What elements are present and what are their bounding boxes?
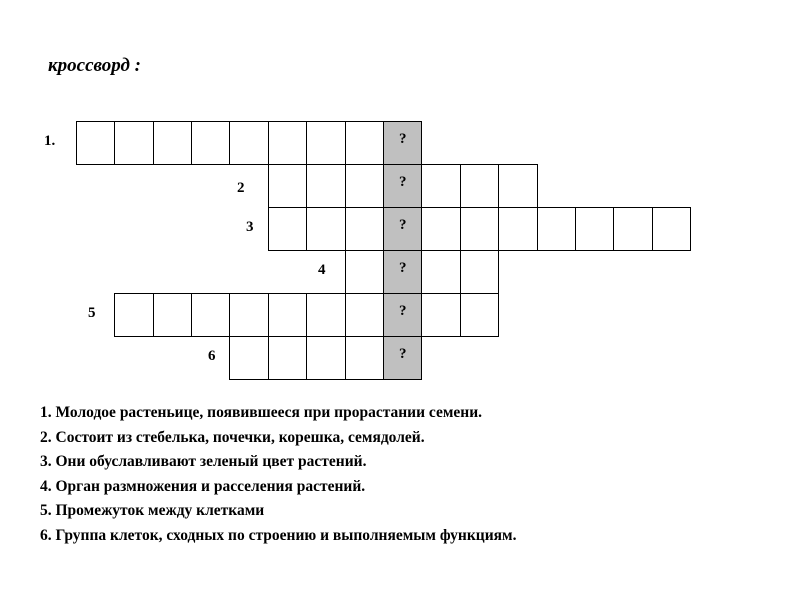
crossword-cell xyxy=(498,164,537,208)
crossword-cell xyxy=(345,164,384,208)
crossword-cell xyxy=(306,207,345,251)
key-cell: ? xyxy=(383,293,422,337)
crossword-cell xyxy=(191,121,230,165)
crossword-cell xyxy=(268,336,307,380)
clue-item: 1. Молодое растеньице, появившееся при прорастании семени. xyxy=(40,404,483,421)
crossword-cell xyxy=(421,293,460,337)
row-number: 5 xyxy=(88,305,96,321)
key-cell: ? xyxy=(383,121,422,165)
crossword-cell xyxy=(460,293,499,337)
crossword-cell xyxy=(229,293,268,337)
row-number: 3 xyxy=(246,219,254,235)
crossword-cell xyxy=(460,207,499,251)
crossword-cell xyxy=(153,293,192,337)
row-number: 6 xyxy=(208,348,216,364)
crossword-cell xyxy=(345,250,384,294)
crossword-cell xyxy=(498,207,537,251)
row-number: 2 xyxy=(237,180,245,196)
clue-item: 3. Они обуславливают зеленый цвет растений. xyxy=(40,453,367,471)
crossword-cell xyxy=(306,164,345,208)
crossword-cell xyxy=(537,207,576,251)
crossword-cell xyxy=(306,336,345,380)
page-title: кроссворд : xyxy=(48,55,141,76)
key-cell: ? xyxy=(383,250,422,294)
key-cell: ? xyxy=(383,207,422,251)
clue-item: 6. Группа клеток, сходных по строению и выполняемым функциям. xyxy=(40,526,517,544)
crossword-cell xyxy=(268,207,307,251)
crossword-cell xyxy=(460,250,499,294)
crossword-cell xyxy=(345,336,384,380)
crossword-cell xyxy=(114,293,153,337)
clue-item: 2. Состоит из стебелька, почечки, корешка, семядолей. xyxy=(40,428,425,446)
crossword-cell xyxy=(114,121,153,165)
crossword-cell xyxy=(229,336,268,380)
crossword-cell xyxy=(153,121,192,165)
crossword-cell xyxy=(613,207,652,251)
row-number: 1. xyxy=(44,133,56,149)
crossword-cell xyxy=(76,121,115,165)
crossword-cell xyxy=(421,164,460,208)
key-cell: ? xyxy=(383,336,422,380)
crossword-cell xyxy=(421,250,460,294)
crossword-cell xyxy=(421,207,460,251)
crossword-cell xyxy=(268,293,307,337)
crossword-cell xyxy=(652,207,691,251)
row-number: 4 xyxy=(318,262,326,278)
crossword-cell xyxy=(268,121,307,165)
crossword-cell xyxy=(229,121,268,165)
crossword-cell xyxy=(575,207,614,251)
crossword-cell xyxy=(306,293,345,337)
clue-list xyxy=(40,401,516,549)
clue-item: 4. Орган размножения и расселения растений. xyxy=(40,477,366,495)
crossword-cell xyxy=(306,121,345,165)
crossword-cell xyxy=(345,293,384,337)
crossword-cell xyxy=(460,164,499,208)
crossword-cell xyxy=(345,121,384,165)
crossword-cell xyxy=(345,207,384,251)
key-cell: ? xyxy=(383,164,422,208)
crossword-cell xyxy=(268,164,307,208)
clue-item: 5. Промежуток между клетками xyxy=(40,502,265,520)
crossword-cell xyxy=(191,293,230,337)
